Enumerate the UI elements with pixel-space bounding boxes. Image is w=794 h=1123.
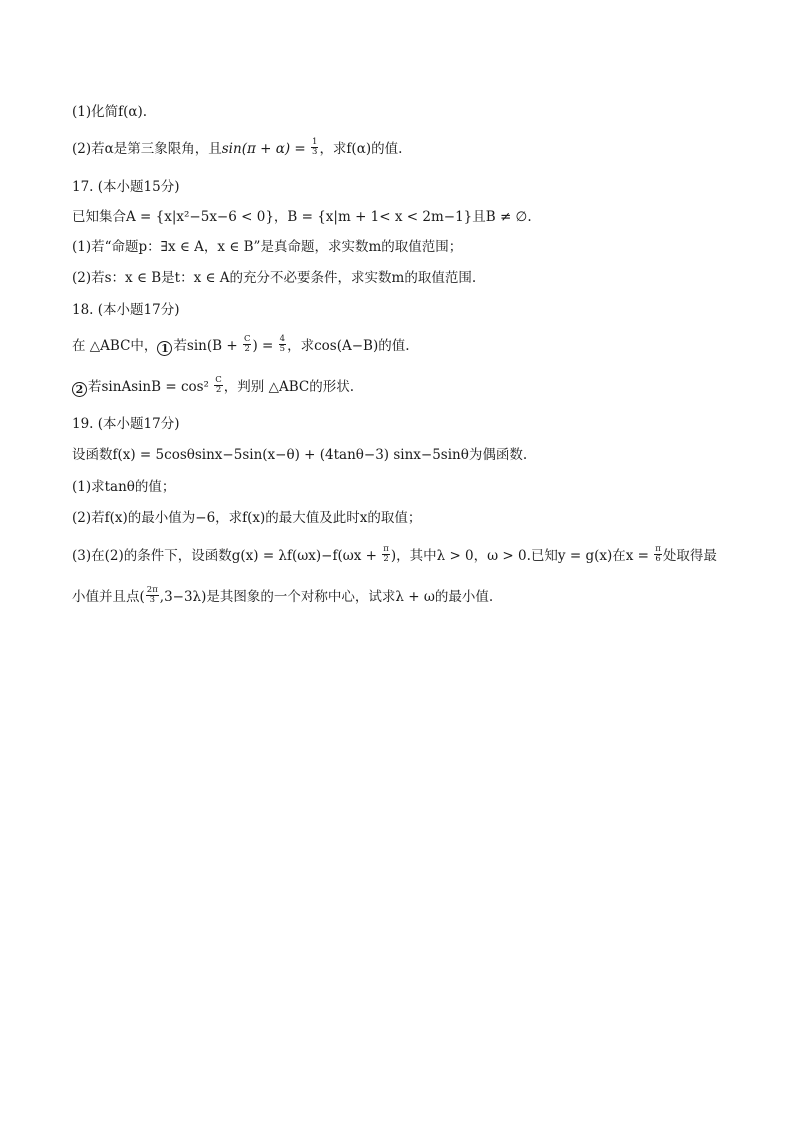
fraction-denominator: 3 xyxy=(312,147,318,157)
fraction-two-pi-thirds xyxy=(146,586,159,605)
fraction-numerator: π xyxy=(383,544,389,554)
fraction-denominator: 6 xyxy=(655,554,661,564)
fraction-denominator: 3 xyxy=(149,595,155,605)
fraction-numerator: C xyxy=(215,375,222,385)
fraction-numerator: 1 xyxy=(312,137,318,147)
q18-text-e: 若sinAsinB = cos² xyxy=(88,379,209,395)
fraction-denominator: 5 xyxy=(279,344,286,354)
q19-part3-text-b: )，其中λ > 0，ω > 0.已知y = g(x)在x = xyxy=(390,548,649,564)
fraction-pi-half xyxy=(382,545,390,564)
q19-heading: 19. (本小题17分) xyxy=(72,416,180,432)
q18-heading: 18. (本小题17分) xyxy=(72,302,180,318)
q16-part2-text-c: ，求f(α)的值. xyxy=(319,141,403,157)
q19-part1: (1)求tanθ的值； xyxy=(72,479,176,495)
fraction-four-fifths xyxy=(279,335,286,354)
fraction-denominator: 2 xyxy=(383,554,389,564)
q19-part4-text-b: ,3−3λ)是其图象的一个对称中心，试求λ + ω的最小值. xyxy=(159,589,494,605)
q19-part3-text-a: (3)在(2)的条件下，设函数g(x) = λf(ωx)−f(ωx + xyxy=(72,548,377,564)
q19-stem: 设函数f(x) = 5cosθsinx−5sin(x−θ) + (4tanθ−3) sinx−5sinθ为偶函数. xyxy=(72,447,528,463)
q19-part3-text-c: 处取得最 xyxy=(662,548,717,564)
fraction-numerator: 4 xyxy=(279,334,286,344)
q18-text-f: ，判别 △ABC的形状. xyxy=(223,379,355,395)
fraction-c-half xyxy=(243,335,252,354)
q18-part2 xyxy=(72,377,734,397)
q16-part2-expr: sin(π + α) = xyxy=(221,141,306,157)
q18-part1 xyxy=(72,336,734,356)
q17-part2: (2)若s：x ∈ B是t：x ∈ A的充分不必要条件，求实数m的取值范围. xyxy=(72,270,477,286)
q17-part1: (1)若“命题p：∃x ∈ A，x ∈ B”是真命题，求实数m的取值范围； xyxy=(72,239,463,255)
q18-text-c: ) = xyxy=(252,338,274,354)
circled-number-2: 2 xyxy=(72,382,87,397)
q19-part2: (2)若f(x)的最小值为−6，求f(x)的最大值及此时x的取值； xyxy=(72,510,422,526)
fraction-numerator: π xyxy=(655,544,661,554)
fraction-pi-sixth xyxy=(654,545,662,564)
q16-part1: (1)化简f(α). xyxy=(72,104,148,120)
q17-stem: 已知集合A = {x|x²−5x−6 < 0}，B = {x|m + 1< x < 2m−1}且B ≠ ∅. xyxy=(72,209,532,225)
q18-text-a: 在 △ABC中， xyxy=(72,338,158,354)
fraction-numerator: C xyxy=(243,334,251,344)
circled-number-1: 1 xyxy=(157,341,172,356)
q19-part4-text-a: 小值并且点( xyxy=(72,589,145,605)
fraction-one-third xyxy=(311,138,318,157)
q18-text-d: ，求cos(A−B)的值. xyxy=(287,338,410,354)
fraction-denominator: 2 xyxy=(215,385,222,395)
q17-heading: 17. (本小题15分) xyxy=(72,179,180,195)
q18-text-b: 若sin(B + xyxy=(173,338,238,354)
fraction-c-half-2 xyxy=(214,376,223,395)
fraction-denominator: 2 xyxy=(244,344,250,354)
q16-part2-text-a: (2)若α是第三象限角，且 xyxy=(72,141,222,157)
q19-part3-line1 xyxy=(72,546,734,566)
fraction-numerator: 2π xyxy=(146,585,158,595)
q16-part2 xyxy=(72,139,734,159)
q19-part3-line2 xyxy=(72,587,734,607)
